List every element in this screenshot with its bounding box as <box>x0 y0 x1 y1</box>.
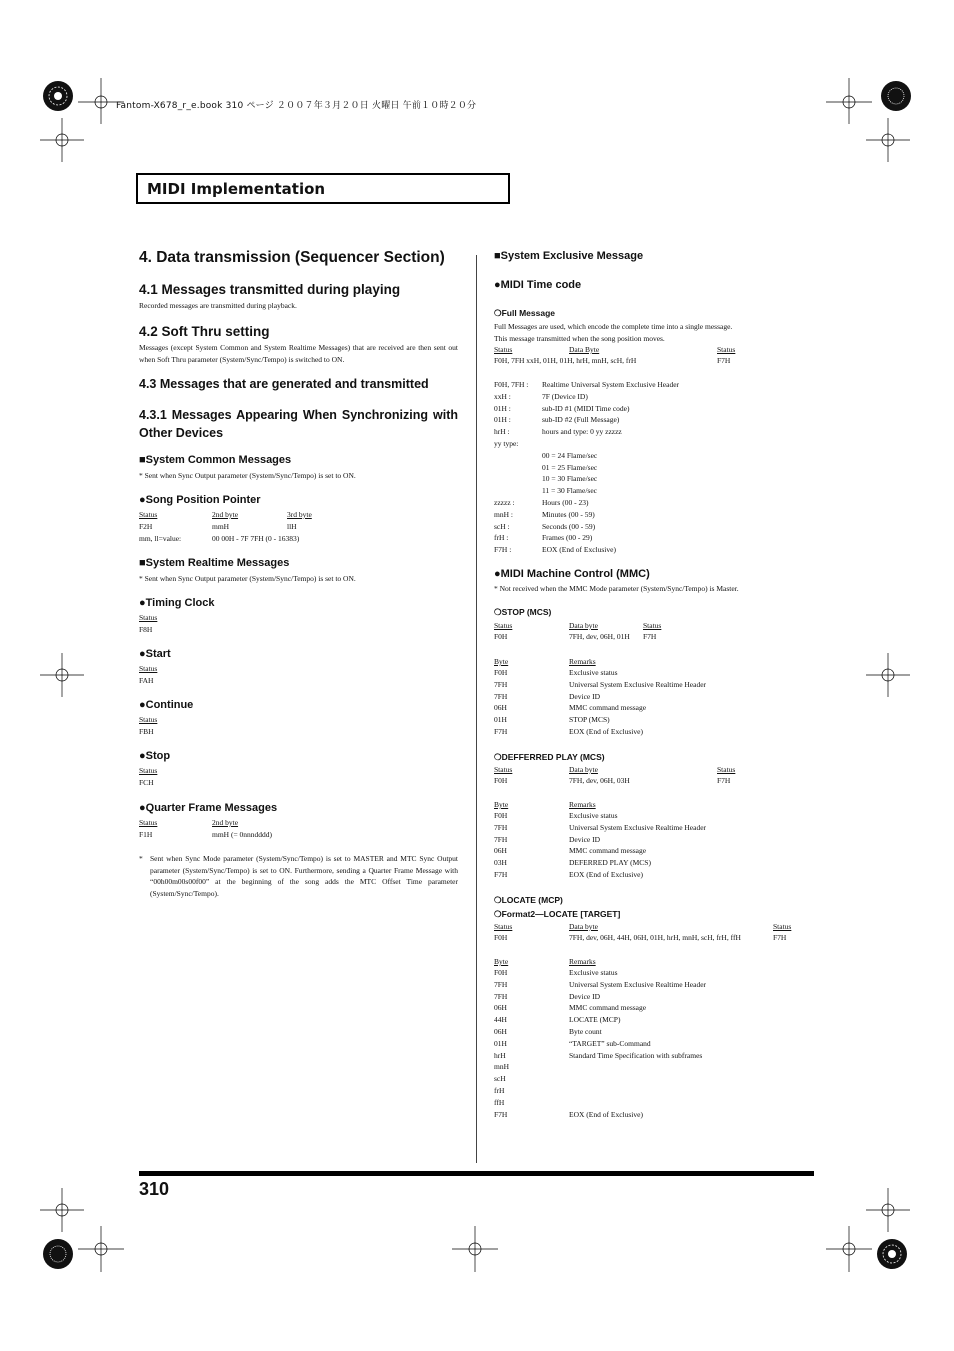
deferred-header-data: Data byte <box>569 765 598 774</box>
stop-mcs-header-status-end: Status <box>643 621 662 630</box>
locate-row-byte: scH <box>494 1074 506 1084</box>
locate-row-byte: F7H <box>494 1109 508 1119</box>
stop-mcs-byte-header: Byte <box>494 657 509 666</box>
locate-row-byte: frH <box>494 1086 505 1095</box>
heading-song-position-pointer: ●Song Position Pointer <box>139 494 261 506</box>
deferred-status-end: F7H <box>717 776 731 785</box>
definition-byte: 01H : <box>494 403 511 413</box>
locate-row-remark: MMC command message <box>569 1003 647 1013</box>
stop-mcs-row-byte: 7FH <box>494 679 508 689</box>
deferred-row-byte: 7FH <box>494 834 508 844</box>
locate-row-remark: LOCATE (MCP) <box>569 1015 621 1025</box>
spp-header-2nd: 2nd byte <box>212 510 239 519</box>
deferred-row-remark: Universal System Exclusive Realtime Header <box>569 822 707 832</box>
deferred-header-status: Status <box>494 765 513 774</box>
stop-mcs-header-status: Status <box>494 621 513 630</box>
stop-header-status: Status <box>139 766 158 775</box>
deferred-byte-header: Byte <box>494 800 509 809</box>
definition-remark: 7F (Device ID) <box>542 391 588 401</box>
heading-system-realtime: ■System Realtime Messages <box>139 557 290 569</box>
spp-status: F2H <box>139 522 153 531</box>
start-header-status: Status <box>139 664 158 673</box>
stop-mcs-row-remark: EOX (End of Exclusive) <box>569 727 643 736</box>
definition-remark: sub-ID #1 (MIDI Time code) <box>542 403 630 413</box>
deferred-row-remark: DEFERRED PLAY (MCS) <box>569 858 651 868</box>
locate-header-status: Status <box>494 922 513 931</box>
definition-byte: F7H : <box>494 545 512 555</box>
locate-row-byte: 06H <box>494 1003 507 1013</box>
locate-row-remark: Byte count <box>569 1027 602 1036</box>
stop-mcs-status: F0H <box>494 632 508 641</box>
deferred-status: F0H <box>494 776 508 785</box>
column-divider <box>476 255 477 1163</box>
heading-stop: ●Stop <box>139 750 171 762</box>
start-status: FAH <box>139 676 154 685</box>
definition-remark: hours and type: 0 yy zzzzz <box>542 427 622 437</box>
locate-row-remark: Exclusive status <box>569 968 618 977</box>
definition-byte: mnH : <box>494 509 513 519</box>
definition-remark: 00 = 24 Flame/sec <box>542 450 598 460</box>
deferred-row-byte: 7FH <box>494 822 508 832</box>
definition-byte: frH : <box>494 533 509 543</box>
definition-byte: 01H : <box>494 415 511 425</box>
definition-byte: hrH : <box>494 427 510 437</box>
locate-header-status-end: Status <box>773 922 792 931</box>
locate-row-byte: F0H <box>494 968 508 977</box>
paragraph-full-message: Full Messages are used, which encode the complete time into a single message. <box>494 322 733 331</box>
spp-2nd: mmH <box>212 522 230 531</box>
stop-mcs-row-byte: 7FH <box>494 691 508 701</box>
heading-system-exclusive: ■System Exclusive Message <box>494 250 644 262</box>
locate-row-byte: mnH <box>494 1062 509 1072</box>
full-status-end: F7H <box>717 356 731 365</box>
heading-mmc: ●MIDI Machine Control (MMC) <box>494 568 650 580</box>
locate-row-remark: “TARGET” sub-Command <box>569 1038 651 1048</box>
continue-header-status: Status <box>139 715 158 724</box>
deferred-data: 7FH, dev, 06H, 03H <box>569 776 630 785</box>
stop-mcs-remarks-header: Remarks <box>569 657 596 666</box>
deferred-remarks-header: Remarks <box>569 800 596 809</box>
stop-mcs-row-byte: 01H <box>494 715 507 725</box>
heading-timing-clock: ●Timing Clock <box>139 597 215 609</box>
heading-format2-locate: ❍Format2—LOCATE [TARGET] <box>494 909 621 919</box>
footer-rule <box>139 1171 814 1176</box>
stop-mcs-row-remark: MMC command message <box>569 703 647 713</box>
definition-byte: xxH : <box>494 391 511 401</box>
locate-row-remark: EOX (End of Exclusive) <box>569 1109 643 1119</box>
locate-byte-header: Byte <box>494 957 509 966</box>
spp-header-status: Status <box>139 510 158 519</box>
spp-value-label: mm, ll=value: <box>139 534 182 543</box>
definition-remark: Hours (00 - 23) <box>542 498 589 507</box>
heading-data-transmission: 4. Data transmission (Sequencer Section) <box>139 249 445 266</box>
definition-byte: zzzzz : <box>494 498 515 507</box>
heading-start: ●Start <box>139 648 171 660</box>
spp-value-range: 00 00H - 7F 7FH (0 - 16383) <box>212 534 300 543</box>
locate-row-byte: 01H <box>494 1038 507 1048</box>
stop-mcs-row-byte: F0H <box>494 668 508 677</box>
heading-continue: ●Continue <box>139 699 194 711</box>
clock-status: F8H <box>139 625 153 634</box>
definition-byte: scH : <box>494 521 510 531</box>
locate-row-byte: 7FH <box>494 991 508 1001</box>
section-header-title: MIDI Implementation <box>147 180 326 198</box>
definition-remark: 11 = 30 Flame/sec <box>542 486 597 496</box>
locate-row-byte: hrH <box>494 1050 506 1060</box>
definition-remark: Seconds (00 - 59) <box>542 521 596 531</box>
heading-stop-mcs: ❍STOP (MCS) <box>494 607 552 617</box>
paragraph-full-message-2: This message transmitted when the song position moves. <box>494 334 665 343</box>
heading-4-2: 4.2 Soft Thru setting <box>139 324 270 339</box>
heading-quarter-frame: ●Quarter Frame Messages <box>139 802 278 814</box>
locate-row-byte: 06H <box>494 1027 507 1036</box>
definition-remark: Realtime Universal System Exclusive Header <box>542 380 680 389</box>
stop-mcs-row-remark: Exclusive status <box>569 668 618 677</box>
note-mmc: * Not received when the MMC Mode parameter (System/Sync/Tempo) is Master. <box>494 584 739 593</box>
deferred-header-status-end: Status <box>717 765 736 774</box>
stop-mcs-row-remark: Device ID <box>569 691 601 701</box>
qf-status: F1H <box>139 830 153 839</box>
stop-mcs-data: 7FH, dev, 06H, 01H <box>569 632 630 641</box>
deferred-row-byte: 06H <box>494 846 507 856</box>
heading-system-common: ■System Common Messages <box>139 454 292 466</box>
heading-deferred-play: ❍DEFFERRED PLAY (MCS) <box>494 752 605 762</box>
deferred-row-remark: Exclusive status <box>569 811 618 820</box>
spp-3rd: llH <box>287 522 297 531</box>
stop-mcs-header-data: Data byte <box>569 621 598 630</box>
definition-remark: sub-ID #2 (Full Message) <box>542 415 620 425</box>
definition-remark: 01 = 25 Flame/sec <box>542 462 598 472</box>
stop-status: FCH <box>139 778 154 787</box>
clock-header-status: Status <box>139 613 158 622</box>
heading-midi-time-code: ●MIDI Time code <box>494 279 582 291</box>
full-data-bytes: F0H, 7FH xxH, 01H, 01H, hrH, mnH, scH, frH <box>494 356 637 365</box>
full-header-data: Data Byte <box>569 345 600 354</box>
page-number: 310 <box>139 1179 170 1199</box>
locate-header-data: Data byte <box>569 922 598 931</box>
note-mtc-asterisk: * <box>139 854 143 863</box>
definition-remark: Minutes (00 - 59) <box>542 509 595 519</box>
heading-locate-mcp: ❍LOCATE (MCP) <box>494 895 563 905</box>
heading-4-3: 4.3 Messages that are generated and transmitted <box>139 377 429 391</box>
qf-2nd: mmH (= 0nnndddd) <box>212 830 273 839</box>
locate-status-end: F7H <box>773 933 787 942</box>
stop-mcs-status-end: F7H <box>643 632 657 641</box>
definition-byte: F0H, 7FH : <box>494 380 529 389</box>
locate-row-remark: Device ID <box>569 991 601 1001</box>
locate-row-remark: Standard Time Specification with subframes <box>569 1050 703 1060</box>
paragraph-4-2: Messages (except System Common and System Realtime Messages) that are received are then sent out when Soft Thru parameter (System/Sync/Tempo) is switched to ON. <box>139 343 458 364</box>
deferred-row-byte: 03H <box>494 858 507 868</box>
stop-mcs-row-byte: F7H <box>494 727 508 736</box>
deferred-row-byte: F0H <box>494 811 508 820</box>
deferred-row-remark: MMC command message <box>569 846 647 856</box>
note-system-common: * Sent when Sync Output parameter (System/Sync/Tempo) is set to ON. <box>139 471 356 480</box>
stop-mcs-row-remark: Universal System Exclusive Realtime Header <box>569 679 707 689</box>
locate-status: F0H <box>494 933 508 942</box>
section-header-box <box>136 173 510 204</box>
locate-row-byte: ffH <box>494 1097 505 1107</box>
locate-remarks-header: Remarks <box>569 957 596 966</box>
full-header-status-end: Status <box>717 345 736 354</box>
heading-4-1: 4.1 Messages transmitted during playing <box>139 282 401 297</box>
stop-mcs-row-byte: 06H <box>494 703 507 713</box>
print-info-line: Fantom-X678_r_e.book 310 ページ ２００７年３月２０日 火曜日 午前１０時２０分 <box>116 101 477 111</box>
locate-row-byte: 44H <box>494 1015 507 1025</box>
definition-remark: Frames (00 - 29) <box>542 533 593 543</box>
note-system-realtime: * Sent when Sync Output parameter (System/Sync/Tempo) is set to ON. <box>139 574 356 583</box>
deferred-row-remark: Device ID <box>569 834 601 844</box>
paragraph-4-1: Recorded messages are transmitted during playback. <box>139 301 297 310</box>
spp-header-3rd: 3rd byte <box>287 510 312 519</box>
note-mtc: Sent when Sync Mode parameter (System/Sync/Tempo) is set to MASTER and MTC Sync Output parameter (System/Sync/Tempo) is set to ON. Furthermore, sending a Quarter Frame Message with “00h00m00s00f00” at the beginning of the song adds the MTC Offset Time parameter (System/Sync/Tempo). <box>150 854 458 899</box>
deferred-row-byte: F7H <box>494 870 508 879</box>
qf-header-2nd: 2nd byte <box>212 818 239 827</box>
heading-4-3-1: 4.3.1 Messages Appearing When Synchronizing with Other Devices <box>139 408 458 440</box>
full-header-status: Status <box>494 345 513 354</box>
definition-byte: yy type: <box>494 439 519 448</box>
qf-header-status: Status <box>139 818 158 827</box>
stop-mcs-row-remark: STOP (MCS) <box>569 715 610 725</box>
definition-remark: EOX (End of Exclusive) <box>542 545 616 555</box>
locate-row-byte: 7FH <box>494 979 508 989</box>
definition-remark: 10 = 30 Flame/sec <box>542 474 598 484</box>
continue-status: FBH <box>139 727 154 736</box>
heading-full-message: ❍Full Message <box>494 308 555 318</box>
deferred-row-remark: EOX (End of Exclusive) <box>569 870 643 879</box>
locate-data: 7FH, dev, 06H, 44H, 06H, 01H, hrH, mnH, scH, frH, ffH <box>569 933 741 942</box>
locate-row-remark: Universal System Exclusive Realtime Header <box>569 979 707 989</box>
